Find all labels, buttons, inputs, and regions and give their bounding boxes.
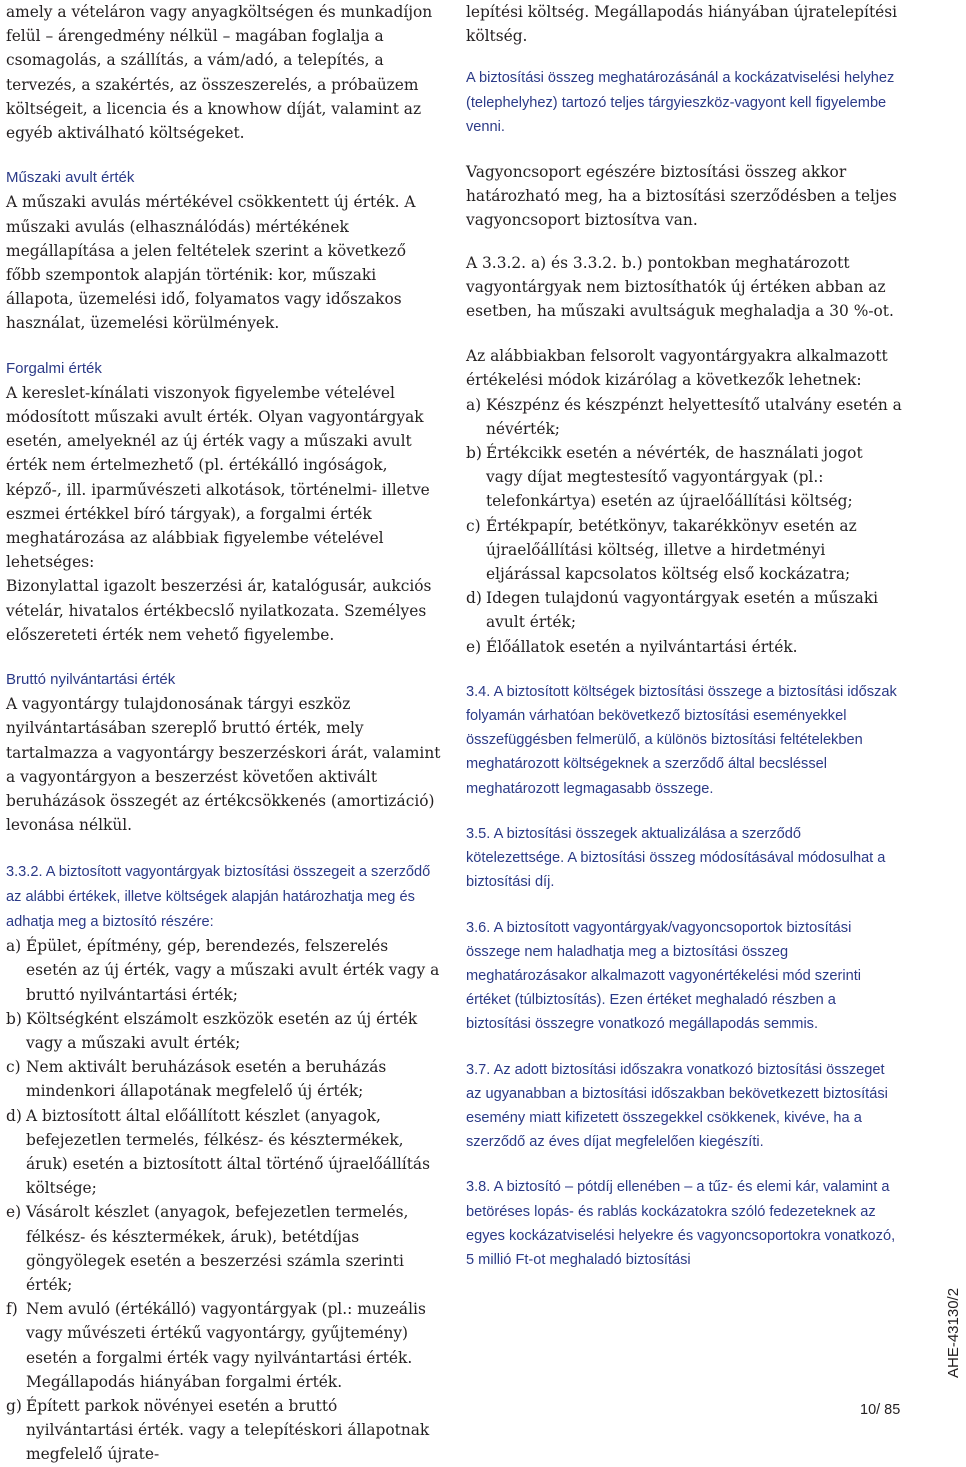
- heading-muszaki-avult-ertek: Műszaki avult érték: [6, 169, 135, 187]
- reference-paragraph: A 3.3.2. a) és 3.3.2. b.) pontokban meghatározott vagyontárgyak nem biztosíthatók új értéken abban az esetben, ha műszaki avultságuk meghaladja a 30 %-ot.: [466, 253, 894, 321]
- list-text: Vásárolt készlet (anyagok, befejezetlen termelés, félkész- és késztermékek, áruk), betétdíjas göngyölegek esetén a beszerzési számla szerinti érték;: [26, 1203, 409, 1294]
- list-marker: b): [466, 444, 482, 463]
- forgalmi-paragraph-2: Bizonylattal igazolt beszerzési ár, katalógusár, aukciós vételár, hivatalos értékbecslő nyilatkozata. Személyes előszereteti érték nem vehető figyelembe.: [6, 577, 432, 644]
- list-marker: c): [6, 1058, 21, 1077]
- muszaki-paragraph: A műszaki avulás mértékével csökkentett új érték. A műszaki avulás (elhasználódás) mértékének megállapítása a jelen feltételek szerint a következő főbb szempontok alapján történik: kor, műszaki állapota, üzemelési idő, folyamatos vagy időszakos használat, üzemelési körülmények.: [6, 193, 416, 333]
- heading-forgalmi-ertek: Forgalmi érték: [6, 359, 102, 377]
- list-marker: e): [6, 1203, 22, 1222]
- list-item: [466, 586, 902, 634]
- list-item: [466, 393, 902, 441]
- list-marker: c): [466, 516, 481, 535]
- list-item: [6, 1297, 442, 1394]
- right-column: [466, 0, 902, 1272]
- list-text: Épített parkok növényei esetén a bruttó nyilvántartási érték. vagy a telepítéskori állapotnak megfelelő újrate-: [26, 1396, 430, 1464]
- left-column: [6, 0, 442, 1467]
- section-3-3-2-paragraph: [6, 859, 442, 935]
- list-item: [6, 934, 442, 1007]
- brutto-paragraph: A vagyontárgy tulajdonosának tárgyi eszköz nyilvántartásában szereplő bruttó érték, mely tartalmazza a vagyontárgy beszerzéskori árát, valamint a vagyontárgyon a beszerzést követően aktivált beruházások összegét az értékcsökkenés (amortizáció) levonása nélkül.: [6, 695, 441, 835]
- list-item: [6, 1104, 442, 1201]
- list-marker: b): [6, 1009, 22, 1028]
- list-item: [6, 1394, 442, 1467]
- blue-note-paragraph: A biztosítási összeg meghatározásánál a kockázatviselési helyhez (telephelyhez) tartozó teljes tárgyieszköz-vagyont kell figyelembe venni.: [466, 70, 895, 135]
- heading-brutto-nyilvantartasi-ertek: Bruttó nyilvántartási érték: [6, 671, 176, 689]
- list-item: [466, 514, 902, 587]
- list-marker: a): [466, 395, 482, 414]
- list-text: Készpénz és készpénzt helyettesítő utalvány esetén a névérték;: [486, 395, 902, 438]
- section-3-5-paragraph: 3.5. A biztosítási összegek aktualizálása a szerződő kötelezettsége. A biztosítási összeg módosításával módosulhat a biztosítási díj.: [466, 825, 886, 891]
- list-marker: f): [6, 1300, 18, 1319]
- list-item: [466, 441, 902, 514]
- list-item: [6, 1055, 442, 1103]
- list-text: Épület, építmény, gép, berendezés, felszerelés esetén az új érték, vagy a műszaki avult érték vagy a bruttó nyilvántartási érték;: [26, 937, 440, 1004]
- list-text: Nem aktivált beruházások esetén a beruházás mindenkori állapotának megfelelő új érték;: [26, 1058, 387, 1101]
- list-item: [6, 1007, 442, 1055]
- list-text: Nem avuló (értékálló) vagyontárgyak (pl.: muzeális vagy művészeti értékű vagyontárgy, gyűjtemény) esetén a forgalmi érték vagy nyilvántartási érték. Megállapodás hiányában forgalmi érték.: [26, 1300, 426, 1391]
- list-item: [6, 1200, 442, 1297]
- continuation-paragraph: lepítési költség. Megállapodás hiányában újratelepítési költség.: [466, 3, 898, 46]
- forgalmi-paragraph-1: A kereslet-kínálati viszonyok figyelembe vételével módosított műszaki avult érték. Olyan vagyontárgyak esetén, amelyeknél az új érték vagy a műszaki avult érték nem értelmezhető (pl. értékálló ingóságok, képző-, ill. iparművészeti alkotások, történelmi- illetve eszmei értékkel bíró tárgyak), a forgalmi érték meghatározása az alábbiak figyelembe vételével lehetséges:: [6, 383, 430, 572]
- list-text: Költségként elszámolt eszközök esetén az új érték vagy a műszaki avult érték;: [26, 1009, 418, 1052]
- section-3-6-paragraph: 3.6. A biztosított vagyontárgyak/vagyoncsoportok biztosítási összege nem haladhatja meg a biztosítási összeg meghatározásakor alkalmazott vagyonértékelési mód szerinti értéket (túlbiztosítás). Ezen értéket meghaladó részben a biztosítási összegre vonatkozó megállapodás semmis.: [466, 919, 862, 1033]
- list-marker: g): [6, 1396, 22, 1415]
- list-marker: e): [466, 637, 482, 656]
- list-text: A biztosított által előállított készlet (anyagok, befejezetlen termelés, félkész- és késztermékek, áruk) esetén a biztosított által történő újraelőállítás költsége;: [26, 1106, 430, 1198]
- list-text: Értékcikk esetén a névérték, de használati jogot vagy díjat megtestesítő vagyontárgyak (pl.: telefonkártya) esetén az újraelőállítási költség;: [486, 444, 863, 511]
- vagyoncsoport-paragraph: Vagyoncsoport egészére biztosítási összeg akkor határozható meg, ha a biztosítási szerződésben a teljes vagyoncsoport biztosítva van.: [466, 163, 897, 230]
- list-marker: d): [6, 1106, 22, 1125]
- list-text: Értékpapír, betétkönyv, takarékkönyv esetén az újraelőállítási költség, illetve a hirdetményi eljárással kapcsolatos költség első kockázatra;: [486, 516, 857, 584]
- list-item: [466, 635, 902, 659]
- section-3-7-paragraph: 3.7. Az adott biztosítási időszakra vonatkozó biztosítási összeget az ugyanabban a biztosítási időszakban bekövetkezett biztosítási esemény miatt kifizetett összegekkel csökkenek, kivéve, ha a szerződő az éves díjat megfelelően kiegészíti.: [466, 1061, 888, 1151]
- list-text: Idegen tulajdonú vagyontárgyak esetén a műszaki avult érték;: [486, 589, 879, 632]
- list-marker: a): [6, 937, 22, 956]
- section-3-8-paragraph: 3.8. A biztosító – pótdíj ellenében – a tűz- és elemi kár, valamint a betöréses lopás- és rablás kockázatokra szóló fedezeteknek az egyes kockázatviselési helyekre és vagyoncsoportokra vonatkozó, 5 millió Ft-ot meghaladó biztosítási: [466, 1179, 896, 1268]
- right-list: [466, 393, 902, 659]
- intro-paragraph: amely a vételáron vagy anyagköltségen és munkadíjon felül – árengedmény nélkül – magában foglalja a csomagolás, a szállítás, a vám/adó, a telepítés, a tervezés, a szakértés, az összeszerelés, a próbaüzem költségeit, a licencia és a knowhow díját, valamint az egyéb aktiválható költségeket.: [6, 3, 433, 143]
- list-marker: d): [466, 589, 482, 608]
- section-3-3-2-text: 3.3.2. A biztosított vagyontárgyak biztosítási összegeit a szerződő az alábbi értékek, illetve költségek alapján határozhatja meg és adhatja meg a biztosító részére:: [6, 863, 431, 930]
- document-code: AHE-43130/2: [945, 1287, 962, 1378]
- section-3-4-paragraph: 3.4. A biztosított költségek biztosítási összege a biztosítási időszak folyamán várhatóan bekövetkező biztosítási eseményekkel összefüggésben felmerülő, a különös biztosítási feltételekben meghatározott költségeknek a szerződő által becsléssel meghatározott legmagasabb összege.: [466, 683, 897, 797]
- valuation-intro-paragraph: Az alábbiakban felsorolt vagyontárgyakra alkalmazott értékelési módok kizárólag a következők lehetnek:: [466, 347, 888, 390]
- left-list: [6, 934, 442, 1466]
- list-text: Élőállatok esetén a nyilvántartási érték.: [486, 637, 798, 656]
- page-number: 10/ 85: [860, 1402, 901, 1418]
